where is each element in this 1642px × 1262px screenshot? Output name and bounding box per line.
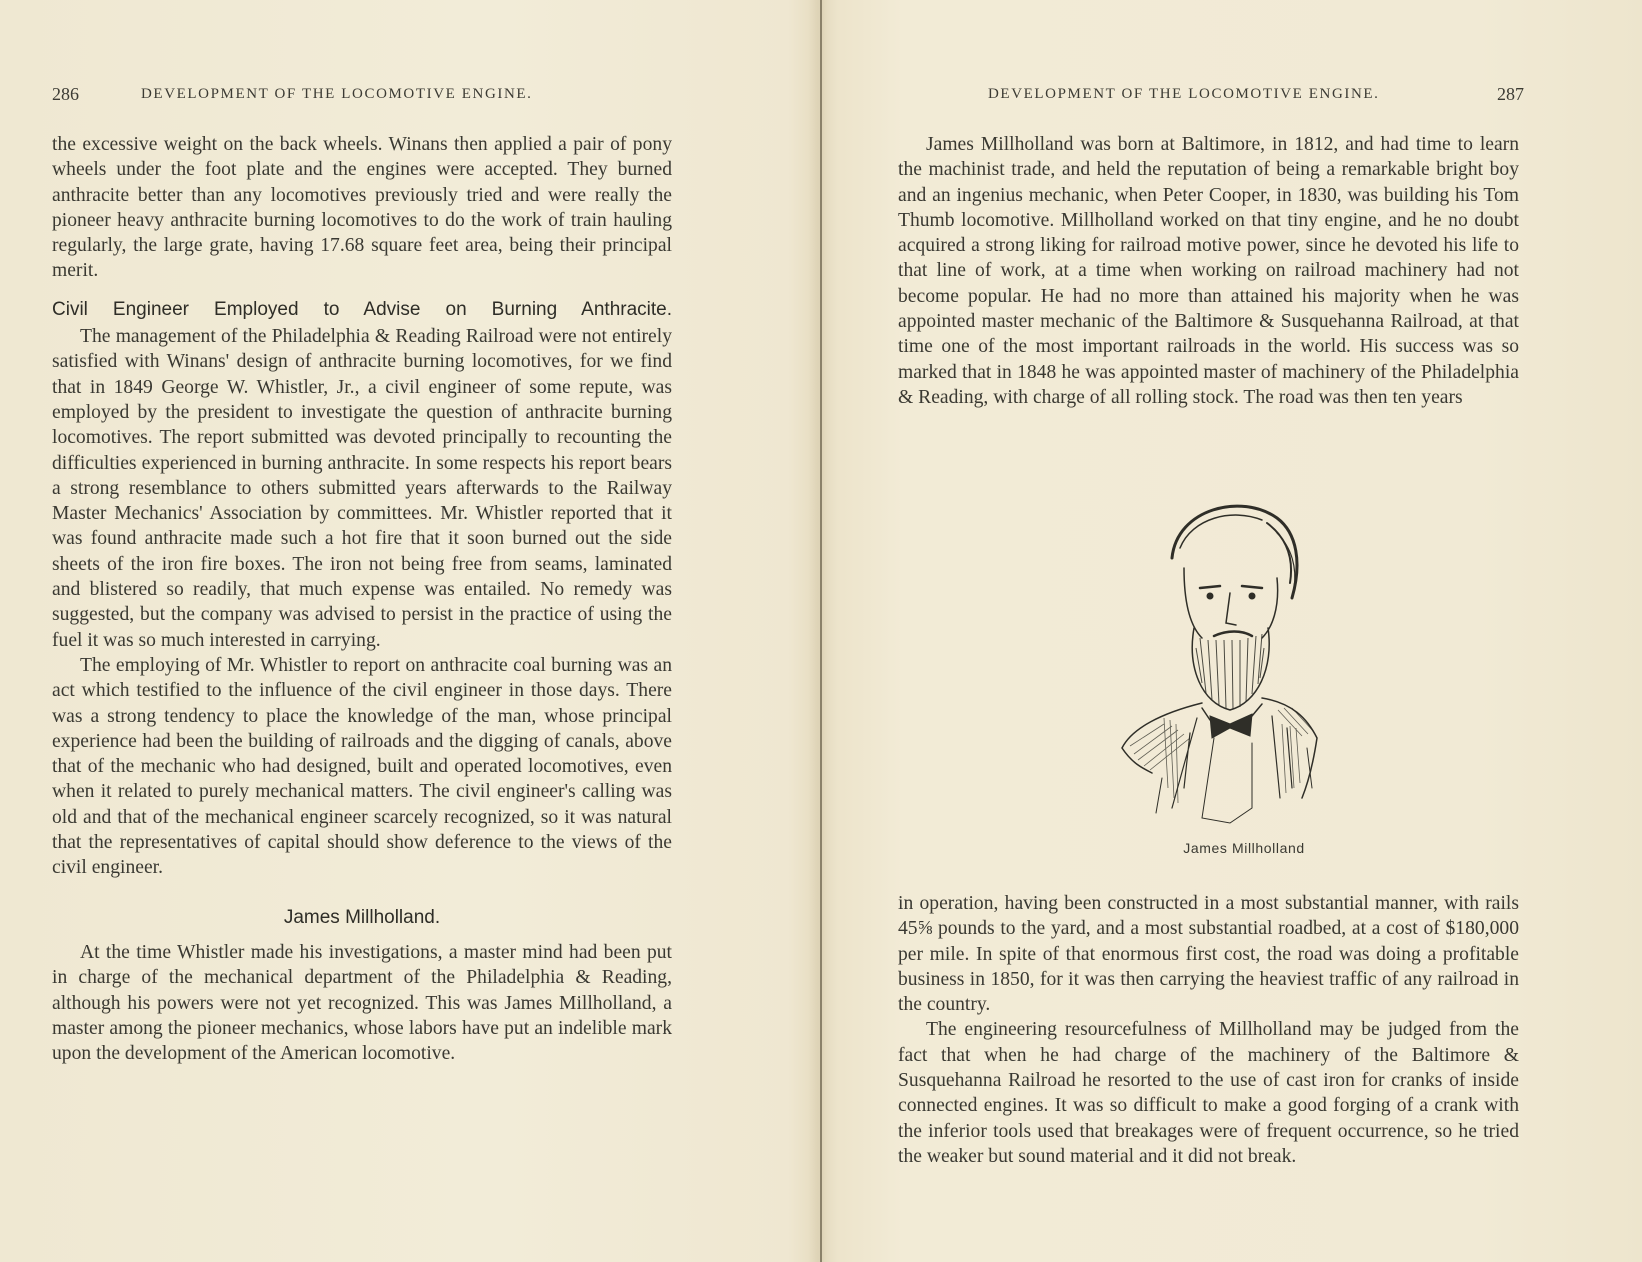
running-head-right: DEVELOPMENT OF THE LOCOMOTIVE ENGINE. — [988, 86, 1380, 102]
paragraph: The engineering resourcefulness of Millholland may be judged from the fact that when he had charge of the machinery of the Baltimore & Susquehanna Railroad he resorted to the use of cast iron for cranks of inside connected engines. It was so difficult to make a good forging of a crank with the inferior tools used that breakages were of frequent occurrence, so he tried the weaker but sound material and it did not break. — [898, 1019, 1519, 1167]
portrait-engraving-icon — [1102, 488, 1362, 828]
page-number-left: 286 — [52, 84, 79, 104]
paragraph: the excessive weight on the back wheels. Winans then applied a pair of pony wheels under the foot plate and the engines were accepted. They burned anthracite better than any locomotives previously tried and were really the pioneer heavy anthracite burning locomotives to do the work of train hauling regularly, the large grate, having 17.68 square feet area, being their principal merit. — [52, 134, 672, 282]
figure-caption: James Millholland — [1183, 840, 1305, 856]
left-text-column — [52, 132, 672, 1066]
portrait-illustration — [1102, 488, 1362, 828]
paragraph: James Millholland was born at Baltimore, in 1812, and had time to learn the machinist trade, and held the reputation of being a remarkable bright boy and an ingenius mechanic, when Peter Cooper, in 1830, was building his Tom Thumb locomotive. Millholland worked on that tiny engine, and he no doubt acquired a strong liking for railroad motive power, since he devoted his life to that line of work, at a time when working on railroad machinery had not become popular. He had no more than attained his majority when he was appointed master mechanic of the Baltimore & Susquehanna Railroad, at that time one of the most important railroads in the world. His success was so marked that in 1848 he was appointed master of machinery of the Philadelphia & Reading, with charge of all rolling stock. The road was then ten years — [898, 134, 1519, 408]
section-heading: Civil Engineer Employed to Advise on Burning Anthracite. — [52, 298, 672, 320]
right-page — [822, 0, 1642, 1262]
section-heading: James Millholland. — [283, 906, 441, 928]
running-head-left: DEVELOPMENT OF THE LOCOMOTIVE ENGINE. — [141, 86, 533, 102]
paragraph: At the time Whistler made his investigations, a master mind had been put in charge of the mechanical department of the Philadelphia & Reading, although his powers were not yet recognized. This was James Millholland, a master among the pioneer mechanics, whose labors have put an indelible mark upon the development of the American locomotive. — [52, 941, 672, 1065]
left-page — [0, 0, 820, 1262]
paragraph: in operation, having been constructed in a most substantial manner, with rails 45⅝ pounds to the yard, and a most substantial roadbed, at a cost of $180,000 per mile. In spite of that enormous first cost, the road was doing a profitable business in 1850, for it was then carrying the heaviest traffic of any railroad in the country. — [898, 893, 1519, 1016]
page-number-right: 287 — [1497, 84, 1524, 104]
paragraph: The employing of Mr. Whistler to report on anthracite coal burning was an act which testified to the influence of the civil engineer in those days. There was a strong tendency to place the knowledge of the man, whose principal experience had been the building of railroads and the digging of canals, above that of the mechanic who had designed, built and operated locomotives, even when it related to purely mechanical matters. The civil engineer's calling was old and that of the mechanical engineer scarcely recognized, so it was natural that the representatives of capital should show deference to the views of the civil engineer. — [52, 654, 672, 879]
paragraph: The management of the Philadelphia & Reading Railroad were not entirely satisfied with Winans' design of anthracite burning locomotives, for we find that in 1849 George W. Whistler, Jr., a civil engineer of some repute, was employed by the president to investigate the question of anthracite burning locomotives. The report submitted was devoted principally to recounting the difficulties experienced in burning anthracite. In some respects his report bears a strong resemblance to others submitted years afterwards to the Railway Master Mechanics' Association by committees. Mr. Whistler reported that it was found anthracite made such a hot fire that it soon burned out the side sheets of the iron fire boxes. The iron not being free from seams, laminated and blistered so readily, that much expense was entailed. No remedy was suggested, but the company was advised to persist in the practice of using the fuel it was so much interested in carrying. — [52, 326, 672, 651]
right-text-column-bottom — [898, 891, 1519, 1169]
right-text-column-top — [898, 132, 1519, 410]
